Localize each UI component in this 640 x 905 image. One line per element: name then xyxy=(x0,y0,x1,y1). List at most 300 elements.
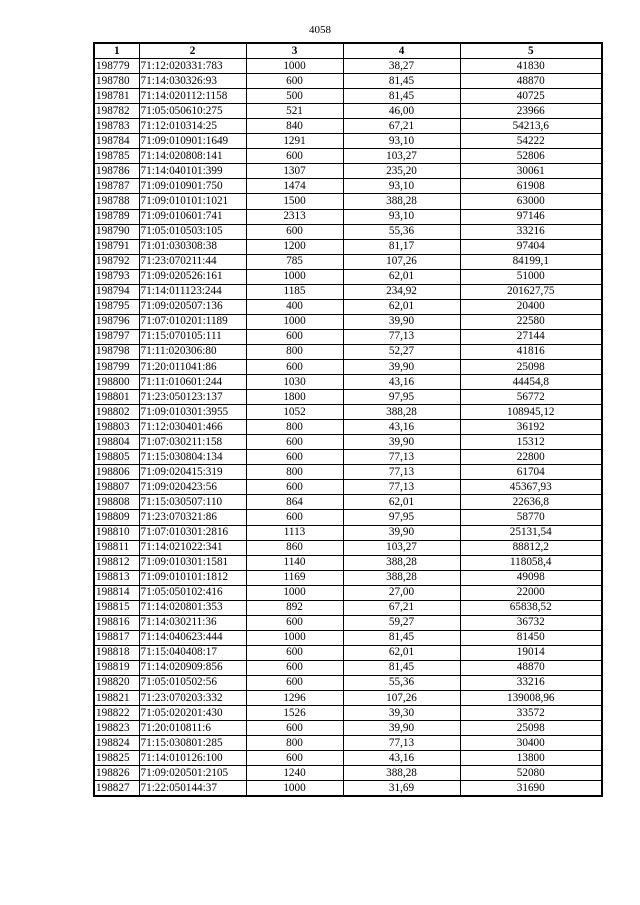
row-number-cell: 198812 xyxy=(94,555,139,570)
rate-cell: 388,28 xyxy=(343,570,460,585)
table-row xyxy=(94,660,602,675)
row-number-cell: 198795 xyxy=(94,299,139,314)
value-cell: 201627,75 xyxy=(460,284,602,299)
area-cell: 800 xyxy=(246,344,343,359)
row-number-cell: 198810 xyxy=(94,525,139,540)
area-cell: 400 xyxy=(246,299,343,314)
cadastral-number-cell: 71:09:020415:319 xyxy=(139,465,246,480)
table-row xyxy=(94,435,602,450)
area-cell: 800 xyxy=(246,420,343,435)
table-row xyxy=(94,495,602,510)
cadastral-number-cell: 71:09:010101:1812 xyxy=(139,570,246,585)
value-cell: 84199,1 xyxy=(460,254,602,269)
table-row xyxy=(94,630,602,645)
cadastral-number-cell: 71:14:011123:244 xyxy=(139,284,246,299)
table-row xyxy=(94,59,602,74)
cadastral-number-cell: 71:14:020112:1158 xyxy=(139,89,246,104)
cadastral-number-cell: 71:23:070321:86 xyxy=(139,510,246,525)
column-header-4: 4 xyxy=(343,43,460,59)
area-cell: 1140 xyxy=(246,555,343,570)
cadastral-number-cell: 71:09:020423:56 xyxy=(139,480,246,495)
value-cell: 48870 xyxy=(460,74,602,89)
table-row xyxy=(94,706,602,721)
value-cell: 22800 xyxy=(460,450,602,465)
row-number-cell: 198805 xyxy=(94,450,139,465)
table-row xyxy=(94,751,602,766)
row-number-cell: 198804 xyxy=(94,435,139,450)
rate-cell: 77,13 xyxy=(343,736,460,751)
value-cell: 58770 xyxy=(460,510,602,525)
table-row xyxy=(94,89,602,104)
rate-cell: 97,95 xyxy=(343,390,460,405)
rate-cell: 39,90 xyxy=(343,435,460,450)
area-cell: 1030 xyxy=(246,375,343,390)
rate-cell: 52,27 xyxy=(343,344,460,359)
rate-cell: 39,30 xyxy=(343,706,460,721)
area-cell: 600 xyxy=(246,329,343,344)
row-number-cell: 198819 xyxy=(94,660,139,675)
row-number-cell: 198826 xyxy=(94,766,139,781)
area-cell: 521 xyxy=(246,104,343,119)
row-number-cell: 198808 xyxy=(94,495,139,510)
row-number-cell: 198802 xyxy=(94,405,139,420)
table-row xyxy=(94,510,602,525)
row-number-cell: 198788 xyxy=(94,194,139,209)
cadastral-number-cell: 71:09:010101:1021 xyxy=(139,194,246,209)
row-number-cell: 198818 xyxy=(94,645,139,660)
table-row xyxy=(94,766,602,781)
value-cell: 65838,52 xyxy=(460,600,602,615)
table-row xyxy=(94,420,602,435)
value-cell: 44454,8 xyxy=(460,375,602,390)
area-cell: 1169 xyxy=(246,570,343,585)
rate-cell: 93,10 xyxy=(343,134,460,149)
table-row xyxy=(94,359,602,374)
area-cell: 1800 xyxy=(246,390,343,405)
row-number-cell: 198789 xyxy=(94,209,139,224)
row-number-cell: 198782 xyxy=(94,104,139,119)
row-number-cell: 198786 xyxy=(94,164,139,179)
table-row xyxy=(94,390,602,405)
value-cell: 81450 xyxy=(460,630,602,645)
rate-cell: 388,28 xyxy=(343,194,460,209)
cadastral-number-cell: 71:15:070105:111 xyxy=(139,329,246,344)
row-number-cell: 198791 xyxy=(94,239,139,254)
cadastral-number-cell: 71:14:021022:341 xyxy=(139,540,246,555)
cadastral-number-cell: 71:14:020801:353 xyxy=(139,600,246,615)
cadastral-number-cell: 71:14:020909:856 xyxy=(139,660,246,675)
cadastral-number-cell: 71:09:010301:1581 xyxy=(139,555,246,570)
row-number-cell: 198816 xyxy=(94,615,139,630)
page-number: 4058 xyxy=(309,24,331,36)
rate-cell: 31,69 xyxy=(343,781,460,797)
value-cell: 61908 xyxy=(460,179,602,194)
value-cell: 45367,93 xyxy=(460,480,602,495)
area-cell: 1200 xyxy=(246,239,343,254)
table-row xyxy=(94,344,602,359)
rate-cell: 62,01 xyxy=(343,299,460,314)
value-cell: 31690 xyxy=(460,781,602,797)
cadastral-number-cell: 71:14:010126:100 xyxy=(139,751,246,766)
rate-cell: 39,90 xyxy=(343,721,460,736)
area-cell: 1113 xyxy=(246,525,343,540)
rate-cell: 67,21 xyxy=(343,600,460,615)
value-cell: 48870 xyxy=(460,660,602,675)
area-cell: 600 xyxy=(246,359,343,374)
table-row xyxy=(94,119,602,134)
rate-cell: 39,90 xyxy=(343,525,460,540)
table-row xyxy=(94,675,602,690)
table-row xyxy=(94,134,602,149)
rate-cell: 93,10 xyxy=(343,179,460,194)
rate-cell: 43,16 xyxy=(343,751,460,766)
rate-cell: 388,28 xyxy=(343,405,460,420)
table-row xyxy=(94,224,602,239)
row-number-cell: 198785 xyxy=(94,149,139,164)
rate-cell: 46,00 xyxy=(343,104,460,119)
value-cell: 33572 xyxy=(460,706,602,721)
value-cell: 25098 xyxy=(460,359,602,374)
area-cell: 1240 xyxy=(246,766,343,781)
row-number-cell: 198799 xyxy=(94,359,139,374)
row-number-cell: 198779 xyxy=(94,59,139,74)
area-cell: 864 xyxy=(246,495,343,510)
area-cell: 500 xyxy=(246,89,343,104)
area-cell: 840 xyxy=(246,119,343,134)
cadastral-number-cell: 71:11:010601:244 xyxy=(139,375,246,390)
area-cell: 600 xyxy=(246,721,343,736)
value-cell: 54222 xyxy=(460,134,602,149)
rate-cell: 81,45 xyxy=(343,660,460,675)
cadastral-number-cell: 71:05:010502:56 xyxy=(139,675,246,690)
row-number-cell: 198813 xyxy=(94,570,139,585)
column-header-1: 1 xyxy=(94,43,139,59)
rate-cell: 103,27 xyxy=(343,540,460,555)
area-cell: 600 xyxy=(246,510,343,525)
area-cell: 1474 xyxy=(246,179,343,194)
cadastral-number-cell: 71:07:030211:158 xyxy=(139,435,246,450)
cadastral-number-cell: 71:09:020501:2105 xyxy=(139,766,246,781)
table-row xyxy=(94,721,602,736)
value-cell: 52080 xyxy=(460,766,602,781)
rate-cell: 55,36 xyxy=(343,224,460,239)
cadastral-number-cell: 71:07:010201:1189 xyxy=(139,314,246,329)
cadastral-number-cell: 71:01:030308:38 xyxy=(139,239,246,254)
area-cell: 1500 xyxy=(246,194,343,209)
cadastral-number-cell: 71:12:010314:25 xyxy=(139,119,246,134)
row-number-cell: 198787 xyxy=(94,179,139,194)
rate-cell: 81,45 xyxy=(343,89,460,104)
table-row xyxy=(94,314,602,329)
cadastral-number-cell: 71:14:030326:93 xyxy=(139,74,246,89)
rate-cell: 388,28 xyxy=(343,766,460,781)
cadastral-number-cell: 71:22:050144:37 xyxy=(139,781,246,797)
value-cell: 33216 xyxy=(460,224,602,239)
table-row xyxy=(94,179,602,194)
row-number-cell: 198814 xyxy=(94,585,139,600)
rate-cell: 93,10 xyxy=(343,209,460,224)
cadastral-number-cell: 71:09:020507:136 xyxy=(139,299,246,314)
row-number-cell: 198793 xyxy=(94,269,139,284)
cadastral-number-cell: 71:05:010503:105 xyxy=(139,224,246,239)
table-row xyxy=(94,615,602,630)
rate-cell: 97,95 xyxy=(343,510,460,525)
table-row xyxy=(94,691,602,706)
area-cell: 1052 xyxy=(246,405,343,420)
area-cell: 600 xyxy=(246,480,343,495)
value-cell: 22000 xyxy=(460,585,602,600)
area-cell: 600 xyxy=(246,435,343,450)
row-number-cell: 198783 xyxy=(94,119,139,134)
row-number-cell: 198809 xyxy=(94,510,139,525)
table-row xyxy=(94,209,602,224)
value-cell: 36192 xyxy=(460,420,602,435)
rate-cell: 39,90 xyxy=(343,359,460,374)
table-row xyxy=(94,299,602,314)
cadastral-number-cell: 71:05:020201:430 xyxy=(139,706,246,721)
table-row xyxy=(94,104,602,119)
area-cell: 800 xyxy=(246,736,343,751)
table-row xyxy=(94,555,602,570)
rate-cell: 81,17 xyxy=(343,239,460,254)
rate-cell: 59,27 xyxy=(343,615,460,630)
value-cell: 41830 xyxy=(460,59,602,74)
value-cell: 33216 xyxy=(460,675,602,690)
row-number-cell: 198823 xyxy=(94,721,139,736)
cadastral-number-cell: 71:15:030801:285 xyxy=(139,736,246,751)
rate-cell: 235,20 xyxy=(343,164,460,179)
area-cell: 2313 xyxy=(246,209,343,224)
value-cell: 30061 xyxy=(460,164,602,179)
row-number-cell: 198803 xyxy=(94,420,139,435)
rate-cell: 81,45 xyxy=(343,630,460,645)
table-row xyxy=(94,465,602,480)
rate-cell: 39,90 xyxy=(343,314,460,329)
table-row xyxy=(94,736,602,751)
cadastral-number-cell: 71:23:070211:44 xyxy=(139,254,246,269)
table-row xyxy=(94,585,602,600)
rate-cell: 77,13 xyxy=(343,480,460,495)
rate-cell: 62,01 xyxy=(343,269,460,284)
table-row xyxy=(94,375,602,390)
area-cell: 1000 xyxy=(246,781,343,797)
row-number-cell: 198811 xyxy=(94,540,139,555)
area-cell: 860 xyxy=(246,540,343,555)
rate-cell: 77,13 xyxy=(343,329,460,344)
rate-cell: 62,01 xyxy=(343,645,460,660)
value-cell: 118058,4 xyxy=(460,555,602,570)
table-row xyxy=(94,645,602,660)
area-cell: 1526 xyxy=(246,706,343,721)
area-cell: 1000 xyxy=(246,59,343,74)
value-cell: 22580 xyxy=(460,314,602,329)
value-cell: 25098 xyxy=(460,721,602,736)
row-number-cell: 198827 xyxy=(94,781,139,797)
rate-cell: 234,92 xyxy=(343,284,460,299)
rate-cell: 107,26 xyxy=(343,254,460,269)
rate-cell: 388,28 xyxy=(343,555,460,570)
table-row xyxy=(94,525,602,540)
cadastral-number-cell: 71:14:040101:399 xyxy=(139,164,246,179)
table-row xyxy=(94,74,602,89)
area-cell: 600 xyxy=(246,615,343,630)
area-cell: 1000 xyxy=(246,314,343,329)
value-cell: 19014 xyxy=(460,645,602,660)
row-number-cell: 198784 xyxy=(94,134,139,149)
value-cell: 97146 xyxy=(460,209,602,224)
area-cell: 1000 xyxy=(246,630,343,645)
row-number-cell: 198800 xyxy=(94,375,139,390)
value-cell: 41816 xyxy=(460,344,602,359)
cadastral-number-cell: 71:05:050102:416 xyxy=(139,585,246,600)
value-cell: 13800 xyxy=(460,751,602,766)
table-row xyxy=(94,781,602,797)
cadastral-number-cell: 71:15:030804:134 xyxy=(139,450,246,465)
table-row xyxy=(94,570,602,585)
area-cell: 1296 xyxy=(246,691,343,706)
value-cell: 63000 xyxy=(460,194,602,209)
area-cell: 892 xyxy=(246,600,343,615)
row-number-cell: 198796 xyxy=(94,314,139,329)
column-header-5: 5 xyxy=(460,43,602,59)
row-number-cell: 198817 xyxy=(94,630,139,645)
table-row xyxy=(94,480,602,495)
cadastral-number-cell: 71:07:010301:2816 xyxy=(139,525,246,540)
value-cell: 22636,8 xyxy=(460,495,602,510)
area-cell: 600 xyxy=(246,645,343,660)
row-number-cell: 198824 xyxy=(94,736,139,751)
area-cell: 600 xyxy=(246,74,343,89)
area-cell: 600 xyxy=(246,450,343,465)
rate-cell: 55,36 xyxy=(343,675,460,690)
row-number-cell: 198780 xyxy=(94,74,139,89)
value-cell: 30400 xyxy=(460,736,602,751)
row-number-cell: 198801 xyxy=(94,390,139,405)
area-cell: 1307 xyxy=(246,164,343,179)
cadastral-number-cell: 71:14:020808:141 xyxy=(139,149,246,164)
table-header-row xyxy=(94,43,602,59)
column-header-3: 3 xyxy=(246,43,343,59)
table-row xyxy=(94,164,602,179)
cadastral-number-cell: 71:11:020306:80 xyxy=(139,344,246,359)
value-cell: 51000 xyxy=(460,269,602,284)
rate-cell: 67,21 xyxy=(343,119,460,134)
rate-cell: 43,16 xyxy=(343,375,460,390)
column-header-2: 2 xyxy=(139,43,246,59)
area-cell: 800 xyxy=(246,465,343,480)
cadastral-number-cell: 71:23:050123:137 xyxy=(139,390,246,405)
rate-cell: 103,27 xyxy=(343,149,460,164)
cadastral-number-cell: 71:09:010301:3955 xyxy=(139,405,246,420)
cadastral-number-cell: 71:15:040408:17 xyxy=(139,645,246,660)
value-cell: 139008,96 xyxy=(460,691,602,706)
area-cell: 600 xyxy=(246,149,343,164)
cadastral-number-cell: 71:14:030211:36 xyxy=(139,615,246,630)
row-number-cell: 198820 xyxy=(94,675,139,690)
cadastral-number-cell: 71:14:040623:444 xyxy=(139,630,246,645)
value-cell: 97404 xyxy=(460,239,602,254)
table-row xyxy=(94,239,602,254)
area-cell: 1000 xyxy=(246,585,343,600)
rate-cell: 81,45 xyxy=(343,74,460,89)
value-cell: 52806 xyxy=(460,149,602,164)
value-cell: 15312 xyxy=(460,435,602,450)
table-row xyxy=(94,600,602,615)
area-cell: 1000 xyxy=(246,269,343,284)
rate-cell: 77,13 xyxy=(343,450,460,465)
value-cell: 23966 xyxy=(460,104,602,119)
data-table xyxy=(93,42,603,797)
table-row xyxy=(94,540,602,555)
row-number-cell: 198792 xyxy=(94,254,139,269)
row-number-cell: 198807 xyxy=(94,480,139,495)
row-number-cell: 198806 xyxy=(94,465,139,480)
row-number-cell: 198797 xyxy=(94,329,139,344)
table-row xyxy=(94,329,602,344)
cadastral-number-cell: 71:15:030507:110 xyxy=(139,495,246,510)
value-cell: 27144 xyxy=(460,329,602,344)
row-number-cell: 198798 xyxy=(94,344,139,359)
value-cell: 40725 xyxy=(460,89,602,104)
cadastral-number-cell: 71:09:020526:161 xyxy=(139,269,246,284)
row-number-cell: 198794 xyxy=(94,284,139,299)
cadastral-number-cell: 71:23:070203:332 xyxy=(139,691,246,706)
area-cell: 600 xyxy=(246,224,343,239)
rate-cell: 38,27 xyxy=(343,59,460,74)
row-number-cell: 198822 xyxy=(94,706,139,721)
area-cell: 785 xyxy=(246,254,343,269)
table-row xyxy=(94,194,602,209)
area-cell: 600 xyxy=(246,751,343,766)
area-cell: 600 xyxy=(246,675,343,690)
cadastral-number-cell: 71:09:010901:1649 xyxy=(139,134,246,149)
cadastral-number-cell: 71:12:030401:466 xyxy=(139,420,246,435)
value-cell: 108945,12 xyxy=(460,405,602,420)
cadastral-number-cell: 71:12:020331:783 xyxy=(139,59,246,74)
value-cell: 20400 xyxy=(460,299,602,314)
area-cell: 1291 xyxy=(246,134,343,149)
table-row xyxy=(94,254,602,269)
table-row xyxy=(94,450,602,465)
value-cell: 36732 xyxy=(460,615,602,630)
table-body xyxy=(94,59,602,797)
value-cell: 49098 xyxy=(460,570,602,585)
table-row xyxy=(94,284,602,299)
table-row xyxy=(94,149,602,164)
cadastral-number-cell: 71:05:050610:275 xyxy=(139,104,246,119)
area-cell: 600 xyxy=(246,660,343,675)
row-number-cell: 198821 xyxy=(94,691,139,706)
row-number-cell: 198815 xyxy=(94,600,139,615)
rate-cell: 77,13 xyxy=(343,465,460,480)
value-cell: 54213,6 xyxy=(460,119,602,134)
value-cell: 56772 xyxy=(460,390,602,405)
value-cell: 25131,54 xyxy=(460,525,602,540)
value-cell: 88812,2 xyxy=(460,540,602,555)
value-cell: 61704 xyxy=(460,465,602,480)
rate-cell: 107,26 xyxy=(343,691,460,706)
cadastral-number-cell: 71:20:010811:6 xyxy=(139,721,246,736)
cadastral-number-cell: 71:09:010601:741 xyxy=(139,209,246,224)
row-number-cell: 198781 xyxy=(94,89,139,104)
table-row xyxy=(94,405,602,420)
row-number-cell: 198790 xyxy=(94,224,139,239)
rate-cell: 43,16 xyxy=(343,420,460,435)
cadastral-number-cell: 71:09:010901:750 xyxy=(139,179,246,194)
row-number-cell: 198825 xyxy=(94,751,139,766)
rate-cell: 62,01 xyxy=(343,495,460,510)
area-cell: 1185 xyxy=(246,284,343,299)
